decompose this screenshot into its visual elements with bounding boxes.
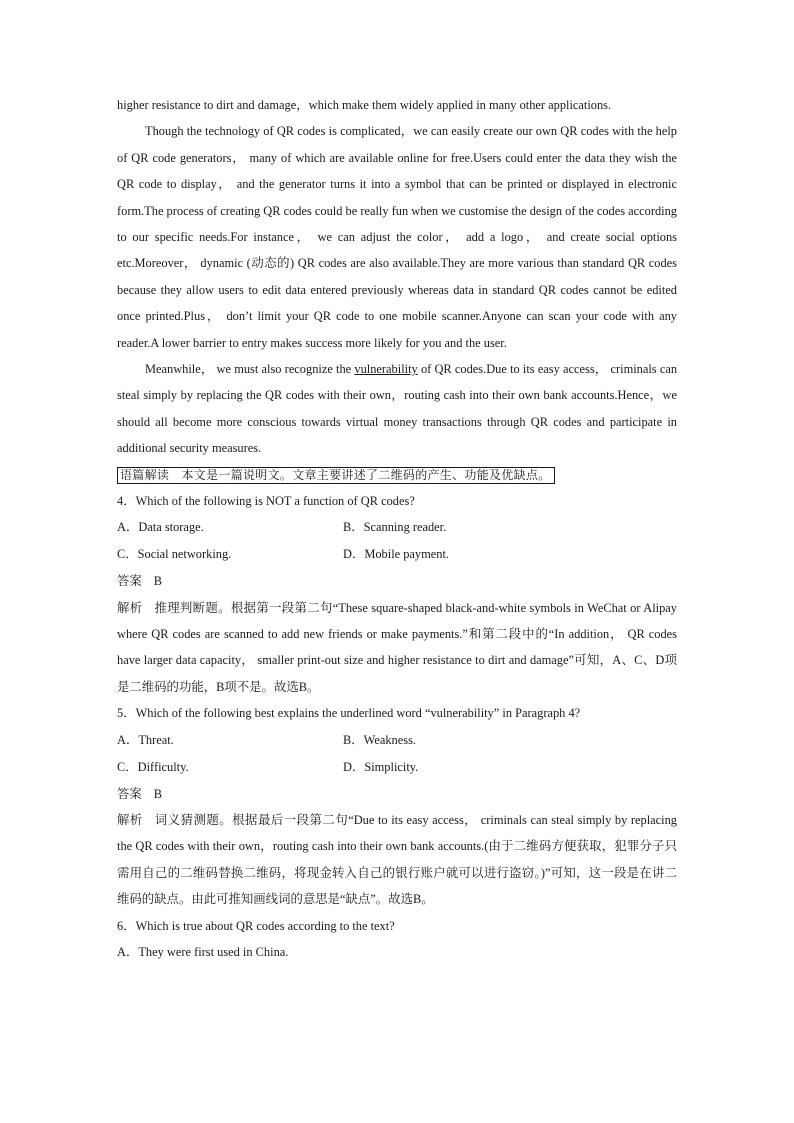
- q5-answer: [117, 781, 677, 807]
- p4-after-text: of QR codes.Due to its easy access， criminals can steal simply by replacing the QR codes with their own，routing cash into their own bank accounts.Hence，we should all become more conscious towards virtual money transactions through QR codes and participate in additional security measures.: [117, 362, 678, 456]
- page-content: [117, 92, 677, 965]
- passage-continuation: higher resistance to dirt and damage，which make them widely applied in many other applications.: [117, 98, 612, 112]
- answer-label: 答案: [117, 573, 142, 589]
- answer-value: B: [153, 786, 163, 801]
- q4-options-row-2: [117, 541, 677, 568]
- p4-before-text: Meanwhile， we must also recognize the: [145, 362, 355, 377]
- q5-analysis: [117, 807, 677, 913]
- q5-option-d: D．Simplicity.: [343, 759, 419, 774]
- q4-option-d: D．Mobile payment.: [343, 547, 449, 562]
- q4-analysis: [117, 595, 677, 701]
- analysis-text: 词义猜测题。根据最后一段第二句“Due to its easy access， criminals can steal simply by replacing the QR codes with their own，routing cash into their own bank accounts.(由于二维码方便获取，犯罪分子只需用自己的二维码替换二维码，将现金转入自己的银行账户就可以进行盗窃。)”可知，这一段是在讲二维码的缺点。由此可推知画线词的意思是“缺点”。故选B。: [117, 812, 678, 907]
- q6-option-a: A．They were first used in China.: [117, 944, 289, 959]
- q4-option-b: B．Scanning reader.: [343, 520, 447, 535]
- q5-option-c: C．Difficulty.: [117, 759, 189, 774]
- answer-label: 答案: [117, 785, 142, 801]
- analysis-text: 推理判断题。根据第一段第二句“These square-shaped black-and-white symbols in WeChat or Alipay where QR codes are scanned to add new friends or make payments.”和第二段中的“In addition， QR codes have larger data capacity， smaller print-out size and higher resistance to dirt and damage”可知，A、C、D项是二维码的功能，B项不是。故选B。: [117, 600, 677, 694]
- q5-options-row-1: [117, 727, 677, 754]
- passage-paragraph-3: Though the technology of QR codes is complicated，we can easily create our own QR codes with the help of QR code generators， many of which are available online for free.Users could enter the data they wish the QR code to display， and the generator turns it into a symbol that can be printed or displayed in electronic form.The process of creating QR codes could be really fun when we customise the design of the codes according to our specific needs.For instance， we can adjust the color， add a logo， and create social options etc.Moreover， dynamic (动态的) QR codes are also available.They are more various than standard QR codes because they allow users to edit data entered previously whereas data in standard QR codes cannot be edited once printed.Plus， don’t limit your QR code to one mobile scanner.Anyone can scan your code with any reader.A lower barrier to entry makes success more likely for you and the user.: [117, 124, 677, 350]
- q5-option-a: A．Threat.: [117, 732, 174, 747]
- analysis-label: 解析: [117, 811, 143, 827]
- question-6: 6．Which is true about QR codes according to the text?: [117, 918, 395, 933]
- answer-value: B: [153, 574, 163, 589]
- analysis-label: 解析: [117, 599, 143, 615]
- q4-option-c: C．Social networking.: [117, 547, 232, 562]
- q5-option-b: B．Weakness.: [343, 732, 416, 747]
- q5-options-row-2: [117, 754, 677, 781]
- q4-options-row-1: [117, 514, 677, 541]
- question-5: 5．Which of the following best explains the underlined word “vulnerability” in Paragraph 4?: [117, 706, 581, 721]
- q4-answer: [117, 568, 677, 594]
- question-4: 4．Which of the following is NOT a function of QR codes?: [117, 493, 415, 508]
- q4-option-a: A．Data storage.: [117, 520, 204, 535]
- underlined-word: vulnerability: [354, 362, 418, 377]
- passage-paragraph-4: [117, 356, 677, 462]
- passage-summary-box: 语篇解读 本文是一篇说明文。文章主要讲述了二维码的产生、功能及优缺点。: [117, 467, 555, 484]
